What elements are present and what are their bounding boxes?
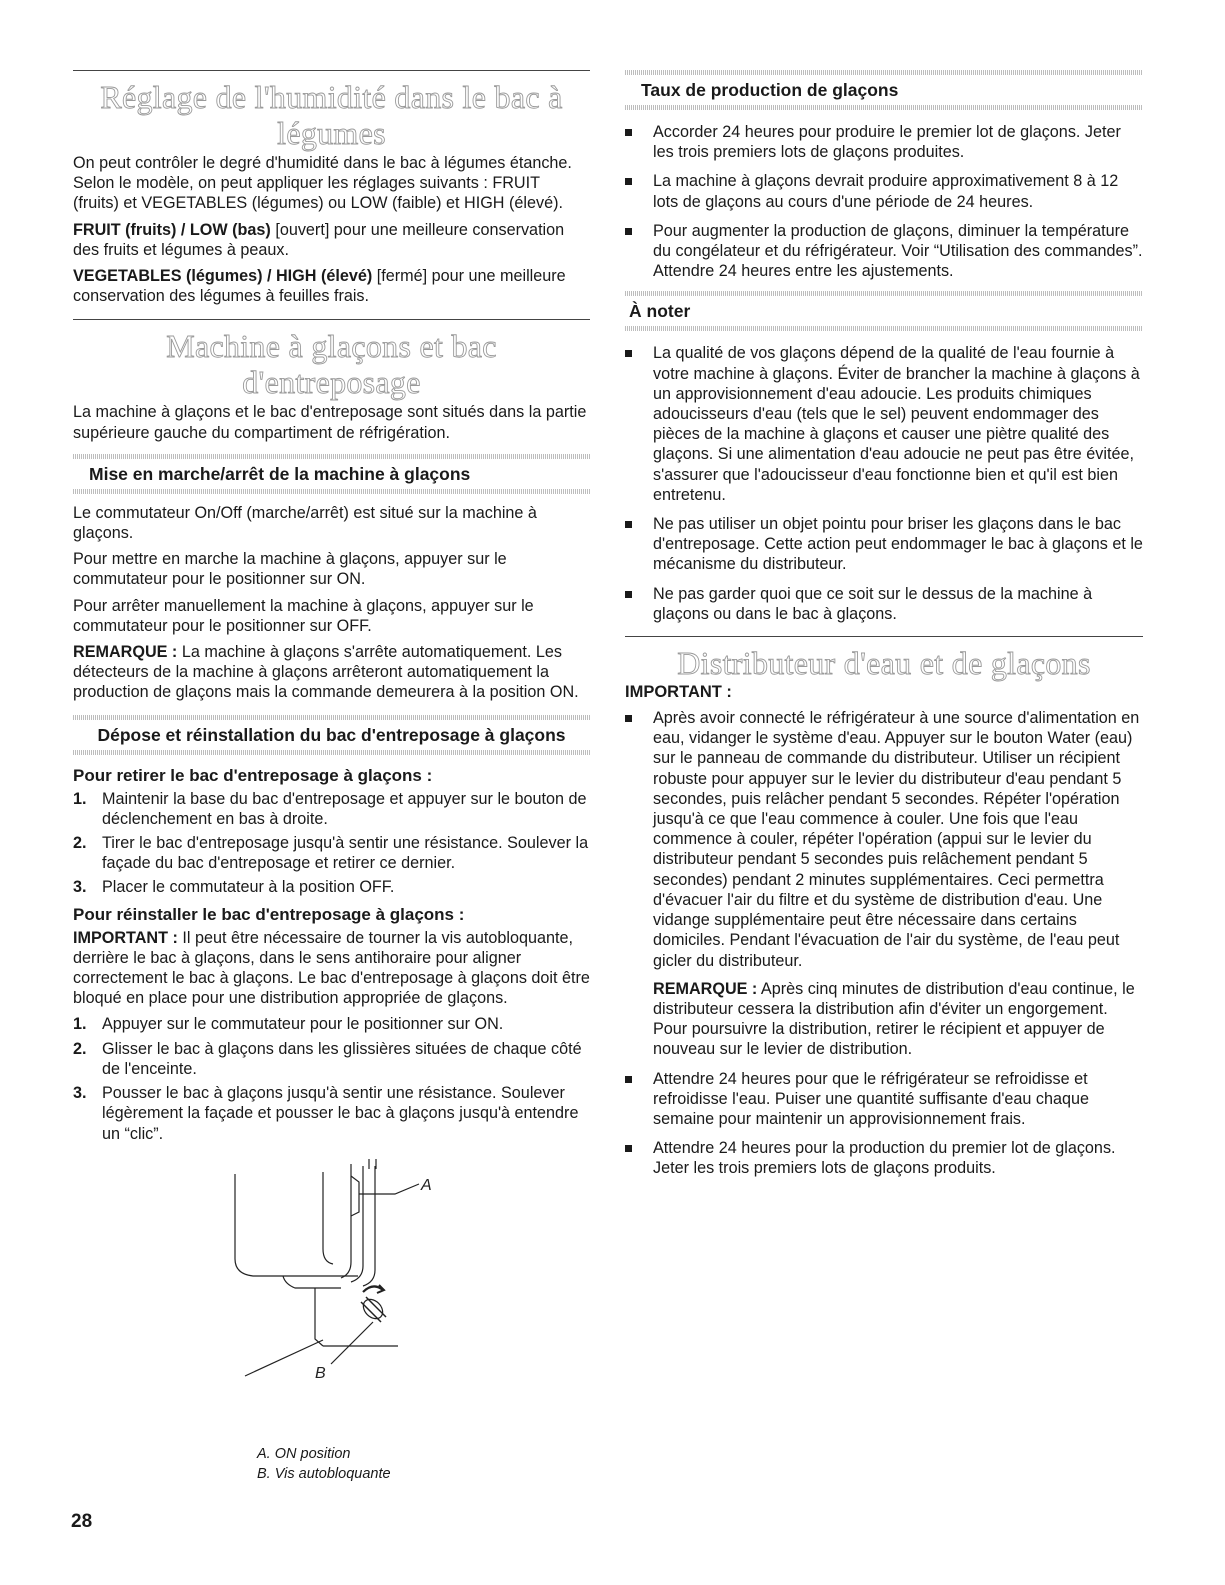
subsection-title-production-rate: Taux de production de glaçons <box>641 80 899 100</box>
step-number: 3. <box>73 878 87 897</box>
page-number: 28 <box>71 1511 93 1532</box>
list-item <box>625 343 1143 505</box>
dispenser-remark <box>653 979 1143 1060</box>
remark-text: Après cinq minutes de distribution d'eau continue, le distributeur cessera la distribution afin d'éviter un engorgement. Pour poursuivre la distribution, retirer le récipient et appuyer de nouveau sur le levier de distribution. <box>653 979 1135 1059</box>
list-item <box>625 122 1143 162</box>
fruit-description: [ouvert] pour une meilleure conservation des fruits et légumes à peaux. <box>73 220 565 259</box>
step-number: 3. <box>73 1084 87 1103</box>
bullet-icon <box>625 715 632 722</box>
heading-reinstall-bin: Pour réinstaller le bac d'entreposage à glaçons : <box>73 904 465 924</box>
figure-caption-b: B. Vis autobloquante <box>257 1465 391 1482</box>
notes-list <box>625 343 1143 624</box>
section-title-dispenser: Distributeur d'eau et de glaçons <box>677 645 1091 682</box>
list-item <box>625 1069 1143 1130</box>
list-item <box>73 1039 590 1079</box>
list-item <box>625 514 1143 575</box>
bullet-icon <box>625 1145 632 1152</box>
subsection-rule <box>73 489 590 494</box>
subsection-rule <box>625 105 1143 110</box>
list-item <box>625 171 1143 211</box>
list-item-text: Ne pas utiliser un objet pointu pour briser les glaçons dans le bac d'entreposage. Cette action peut endommager le bac à glaçons et le mécanisme du distributeur. <box>653 515 1143 574</box>
on-off-stop: Pour arrêter manuellement la machine à glaçons, appuyer sur le commutateur pour le positionner sur OFF. <box>73 596 534 635</box>
step-text: Placer le commutateur à la position OFF. <box>102 878 395 897</box>
step-text: Pousser le bac à glaçons jusqu'à sentir une résistance. Soulever légèrement la façade et pousser le bac à glaçons jusqu'à entendre un “clic”. <box>102 1084 579 1143</box>
list-item-text: La qualité de vos glaçons dépend de la qualité de l'eau fournie à votre machine à glaçons. Éviter de brancher la machine à glaçons à un approvisionnement d'eau adoucie. Les produits chimiques adoucisseurs d'eau (tels que le sel) peuvent endommager des pièces de la machine à glaçons et causer une piètre qualité des glaçons. Si une alimentation d'eau adoucie ne peut pas être évitée, s'assurer que l'adoucisseur d'eau fonctionne bien et qu'il est bien entretenu. <box>653 344 1140 504</box>
bullet-icon <box>625 228 632 235</box>
section-divider <box>73 70 590 71</box>
dispenser-list <box>625 708 1143 1178</box>
reinstall-important <box>73 928 590 1009</box>
bullet-icon <box>625 521 632 528</box>
subsection-title-bin: Dépose et réinstallation du bac d'entreposage à glaçons <box>97 724 566 745</box>
figure-label-a: A <box>421 1176 432 1194</box>
step-text: Appuyer sur le commutateur pour le positionner sur ON. <box>102 1015 504 1034</box>
list-item <box>73 789 590 829</box>
section-divider <box>625 636 1143 637</box>
bullet-icon <box>625 350 632 357</box>
step-number: 1. <box>73 789 87 808</box>
step-text: Glisser le bac à glaçons dans les glissières situées de chaque côté de l'enceinte. <box>102 1039 582 1078</box>
list-item-text: La machine à glaçons devrait produire approximativement 8 à 12 lots de glaçons au cours d'une période de 24 heures. <box>653 172 1119 211</box>
list-item <box>73 1083 590 1144</box>
list-item-text: Ne pas garder quoi que ce soit sur le dessus de la machine à glaçons ou dans le bac à glaçons. <box>653 584 1093 623</box>
humidity-vegetables-setting <box>73 266 590 306</box>
step-text: Maintenir la base du bac d'entreposage et appuyer sur le bouton de déclenchement en bas à droite. <box>102 789 587 828</box>
list-item <box>73 1014 590 1034</box>
section-title-humidity: Réglage de l'humidité dans le bac à légumes <box>100 79 563 151</box>
vegetables-label: VEGETABLES (légumes) / HIGH (élevé) <box>73 267 373 286</box>
humidity-intro: On peut contrôler le degré d'humidité dans le bac à légumes étanche. Selon le modèle, on peut appliquer les réglages suivants : FRUIT (fruits) et VEGETABLES (légumes) ou LOW (faible) et HIGH (élevé). <box>73 154 572 213</box>
list-item-text: Attendre 24 heures pour que le réfrigérateur se refroidisse et refroidisse l'eau. Puiser une quantité suffisante d'eau chaque semaine pour maintenir un approvisionnement frais. <box>653 1069 1090 1128</box>
ice-maker-intro: La machine à glaçons et le bac d'entreposage sont situés dans la partie supérieure gauche du compartiment de réfrigération. <box>73 403 587 442</box>
subsection-title-on-off: Mise en marche/arrêt de la machine à glaçons <box>89 463 471 484</box>
important-label: IMPORTANT : <box>73 928 178 947</box>
subsection-rule <box>73 750 590 755</box>
important-label: IMPORTANT : <box>625 683 732 702</box>
right-column <box>625 70 1143 1188</box>
heading-remove-bin: Pour retirer le bac d'entreposage à glaçons : <box>73 765 433 785</box>
on-off-location: Le commutateur On/Off (marche/arrêt) est situé sur la machine à glaçons. <box>73 503 537 543</box>
ice-bin-illustration <box>223 1154 523 1444</box>
list-item <box>625 584 1143 624</box>
remark-label: REMARQUE : <box>73 643 178 662</box>
figure-caption-a: A. ON position <box>257 1445 351 1462</box>
list-item-text: Après avoir connecté le réfrigérateur à une source d'alimentation en eau, vidanger le système d'eau. Appuyer sur le bouton Water (eau) sur le panneau de commande du distributeur. Utiliser un récipient robuste pour appuyer sur le levier du distributeur d'eau pendant 5 secondes, puis relâcher pendant 5 secondes. Répéter l'opération jusqu'à ce que l'eau commence à couler. Une fois que l'eau commence à couler, répéter l'opération (appui sur le levier du distributeur pendant 5 secondes puis relâchement pendant 5 secondes) pendant 2 minutes supplémentaires. Ceci permettra d'évacuer l'air du filtre et du système de distribution d'eau. Une vidange supplémentaire peut être nécessaire dans certains domiciles. Pendant l'évacuation de l'air du système, de l'eau peut gicler du distributeur. <box>653 709 1140 970</box>
section-divider <box>73 319 590 320</box>
list-item <box>625 708 1143 1059</box>
subsection-title-notes: À noter <box>629 301 691 322</box>
section-title-ice-maker: Machine à glaçons et bac d'entreposage <box>166 328 497 401</box>
remark-text: La machine à glaçons s'arrête automatiquement. Les détecteurs de la machine à glaçons arrêteront automatiquement la production de glaçons mais la commande demeurera à la position ON. <box>73 643 579 702</box>
subsection-rule <box>625 326 1143 331</box>
humidity-fruit-setting <box>73 220 590 260</box>
ice-bin-diagram <box>223 1154 523 1444</box>
on-off-remark <box>73 642 590 703</box>
step-number: 2. <box>73 1039 87 1058</box>
step-text: Tirer le bac d'entreposage jusqu'à sentir une résistance. Soulever la façade du bac d'entreposage et retirer ce dernier. <box>102 834 589 873</box>
important-text: Il peut être nécessaire de tourner la vis autobloquante, derrière le bac à glaçons, dans le sens antihoraire pour aligner correctement le bac à glaçons. Le bac d'entreposage à glaçons doit être bloqué en place pour une distribution appropriée de glaçons. <box>73 928 590 1008</box>
list-item-text: Pour augmenter la production de glaçons, diminuer la température du congélateur et du réfrigérateur. Voir “Utilisation des commandes”. Attendre 24 heures entre les ajustements. <box>653 221 1143 281</box>
left-column <box>73 70 590 1484</box>
production-rate-list <box>625 122 1143 281</box>
list-item-text: Attendre 24 heures pour la production du premier lot de glaçons. Jeter les trois premiers lots de glaçons produits. <box>653 1139 1116 1178</box>
install-steps-list <box>73 1014 590 1143</box>
list-item-text: Accorder 24 heures pour produire le premier lot de glaçons. Jeter les trois premiers lots de glaçons produites. <box>653 123 1121 162</box>
step-number: 1. <box>73 1015 87 1034</box>
list-item <box>625 1138 1143 1178</box>
bullet-icon <box>625 129 632 136</box>
fruit-label: FRUIT (fruits) / LOW (bas) <box>73 220 271 239</box>
list-item <box>625 221 1143 282</box>
list-item <box>73 877 590 897</box>
remark-label: REMARQUE : <box>653 979 758 998</box>
on-off-start: Pour mettre en marche la machine à glaçons, appuyer sur le commutateur pour le positionner sur ON. <box>73 550 507 589</box>
bullet-icon <box>625 1076 632 1083</box>
vegetables-description: [fermé] pour une meilleure conservation des légumes à feuilles frais. <box>73 267 566 306</box>
figure-label-b: B <box>315 1364 326 1382</box>
step-number: 2. <box>73 834 87 853</box>
bullet-icon <box>625 591 632 598</box>
bullet-icon <box>625 178 632 185</box>
remove-steps-list <box>73 789 590 898</box>
list-item <box>73 833 590 873</box>
